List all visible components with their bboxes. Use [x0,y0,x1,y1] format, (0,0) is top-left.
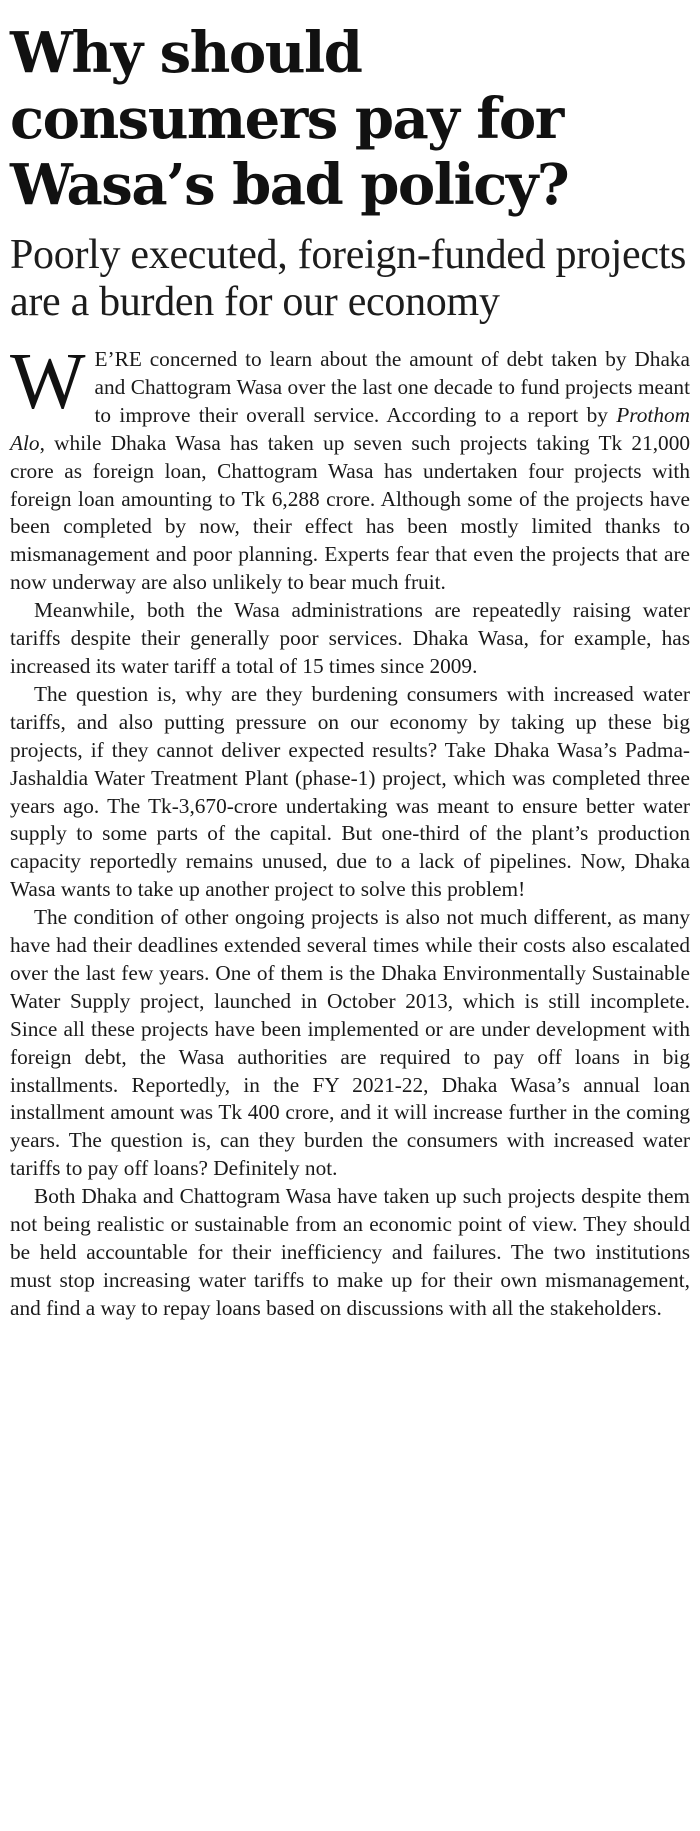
paragraph-2: Meanwhile, both the Wasa administrations are repeatedly raising water tariffs despite their generally poor services. Dhaka Wasa, for example, has increased its water tariff a total of 15 times since 2009. [10,598,690,678]
article-headline: Why should consumers pay for Wasa’s bad policy? [10,20,569,218]
paragraph-1 [10,338,690,597]
drop-cap: W [10,338,86,426]
article-subheadline: Poorly executed, foreign-funded projects are a burden for our economy [10,232,687,325]
article-body [10,338,690,1323]
editorial-article [10,0,690,1323]
source-name: Prothom Alo [10,402,690,455]
paragraph-4: The condition of other ongoing projects is also not much different, as many have had their deadlines extended several times while their costs also escalated over the last few years. One of them is the Dhaka Environmentally Sustainable Water Supply project, launched in October 2013, which is still incomplete. Since all these projects have been implemented or are under development with foreign debt, the Wasa authorities are required to pay off loans in big installments. Reportedly, in the FY 2021-22, Dhaka Wasa’s annual loan installment amount was Tk 400 crore, and it will increase further in the coming years. The question is, can they burden the consumers with increased water tariffs to pay off loans? Definitely not. [10,905,690,1181]
paragraph-5: Both Dhaka and Chattogram Wasa have taken up such projects despite them not being realistic or sustainable from an economic point of view. They should be held accountable for their inefficiency and failures. The two institutions must stop increasing water tariffs to make up for their own mismanagement, and find a way to repay loans based on discussions with all the stakeholders. [10,1184,690,1320]
paragraph-1-lead: E’RE concerned to learn about the amount of debt taken by Dhaka and Chattogram Wasa over the last one decade to fund projects meant to improve their overall service. According to a report by [94,347,690,427]
paragraph-1-rest: , while Dhaka Wasa has taken up seven such projects taking Tk 21,000 crore as foreign loan, Chattogram Wasa has undertaken four projects with foreign loan amounting to Tk 6,288 crore. Although some of the projects have been completed by now, their effect has been mostly limited thanks to mismanagement and poor planning. Experts fear that even the projects that are now underway are also unlikely to bear much fruit. [10,430,690,595]
paragraph-3: The question is, why are they burdening consumers with increased water tariffs, and also putting pressure on our economy by taking up these big projects, if they cannot deliver expected results? Take Dhaka Wasa’s Padma-Jashaldia Water Treatment Plant (phase-1) project, which was completed three years ago. The Tk-3,670-crore undertaking was meant to ensure better water supply to some parts of the capital. But one-third of the plant’s production capacity reportedly remains unused, due to a lack of pipelines. Now, Dhaka Wasa wants to take up another project to solve this problem! [10,681,690,902]
